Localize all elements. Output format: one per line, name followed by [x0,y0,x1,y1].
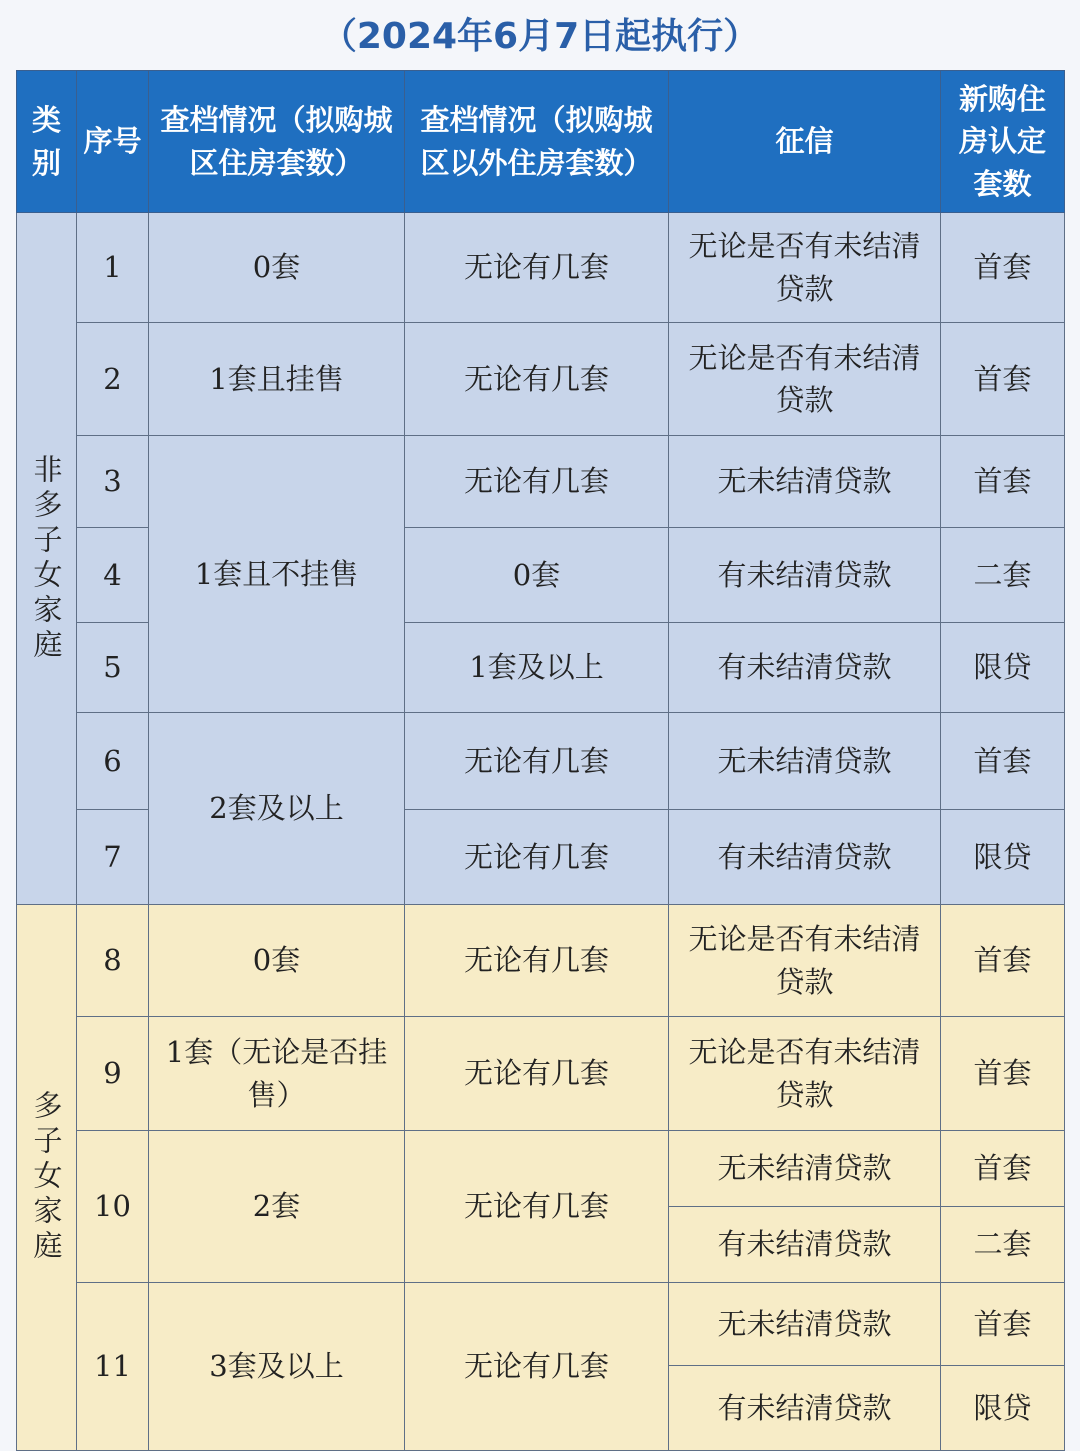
row-result: 二套 [941,528,1065,623]
row-result: 首套 [941,323,1065,436]
row-credit: 无论是否有未结清贷款 [669,323,941,436]
table-row [17,213,1065,323]
table-row [17,323,1065,436]
row-credit: 无未结清贷款 [669,1131,941,1207]
row-in-city: 1套且不挂售 [149,436,405,713]
row-seq: 3 [77,436,149,528]
row-in-city: 1套（无论是否挂售） [149,1017,405,1131]
row-seq: 10 [77,1131,149,1283]
row-seq: 7 [77,810,149,905]
row-result: 限贷 [941,1366,1065,1451]
row-out-city: 无论有几套 [405,1131,669,1283]
row-in-city: 0套 [149,213,405,323]
row-seq: 9 [77,1017,149,1131]
row-out-city: 无论有几套 [405,213,669,323]
table-row [17,1283,1065,1366]
row-credit: 无论是否有未结清贷款 [669,905,941,1017]
row-credit: 有未结清贷款 [669,623,941,713]
row-credit: 无论是否有未结清贷款 [669,213,941,323]
row-result: 首套 [941,436,1065,528]
header-result: 新购住房认定套数 [941,71,1065,213]
row-result: 首套 [941,1283,1065,1366]
row-seq: 5 [77,623,149,713]
table-row [17,713,1065,810]
row-out-city: 无论有几套 [405,323,669,436]
header-category: 类别 [17,71,77,213]
row-result: 首套 [941,1017,1065,1131]
row-seq: 4 [77,528,149,623]
row-in-city: 1套且挂售 [149,323,405,436]
row-credit: 有未结清贷款 [669,1366,941,1451]
row-out-city: 无论有几套 [405,436,669,528]
header-in-city: 查档情况（拟购城区住房套数） [149,71,405,213]
row-seq: 8 [77,905,149,1017]
row-seq: 1 [77,213,149,323]
row-credit: 无未结清贷款 [669,713,941,810]
row-result: 首套 [941,213,1065,323]
row-in-city: 3套及以上 [149,1283,405,1451]
row-in-city: 0套 [149,905,405,1017]
row-result: 限贷 [941,810,1065,905]
row-result: 首套 [941,1131,1065,1207]
row-out-city: 无论有几套 [405,1283,669,1451]
row-seq: 11 [77,1283,149,1451]
row-credit: 有未结清贷款 [669,1207,941,1283]
row-in-city: 2套 [149,1131,405,1283]
category-non-multi-child: 非多子女家庭 [17,213,77,905]
table-row [17,436,1065,528]
page-title: （2024年6月7日起执行） [320,15,760,57]
row-out-city: 无论有几套 [405,905,669,1017]
row-out-city: 0套 [405,528,669,623]
table-row [17,1017,1065,1131]
header-out-city: 查档情况（拟购城区以外住房套数） [405,71,669,213]
row-credit: 有未结清贷款 [669,528,941,623]
row-result: 二套 [941,1207,1065,1283]
row-credit: 无论是否有未结清贷款 [669,1017,941,1131]
row-credit: 无未结清贷款 [669,1283,941,1366]
row-out-city: 无论有几套 [405,810,669,905]
row-seq: 2 [77,323,149,436]
row-result: 首套 [941,713,1065,810]
row-seq: 6 [77,713,149,810]
row-out-city: 1套及以上 [405,623,669,713]
header-seq: 序号 [77,71,149,213]
housing-policy-table [16,70,1065,1451]
row-credit: 有未结清贷款 [669,810,941,905]
row-out-city: 无论有几套 [405,713,669,810]
row-out-city: 无论有几套 [405,1017,669,1131]
row-result: 首套 [941,905,1065,1017]
table-row [17,1131,1065,1207]
header-credit: 征信 [669,71,941,213]
row-in-city: 2套及以上 [149,713,405,905]
table-row [17,905,1065,1017]
table-header-row [17,71,1065,213]
row-result: 限贷 [941,623,1065,713]
row-credit: 无未结清贷款 [669,436,941,528]
category-multi-child: 多子女家庭 [17,905,77,1451]
